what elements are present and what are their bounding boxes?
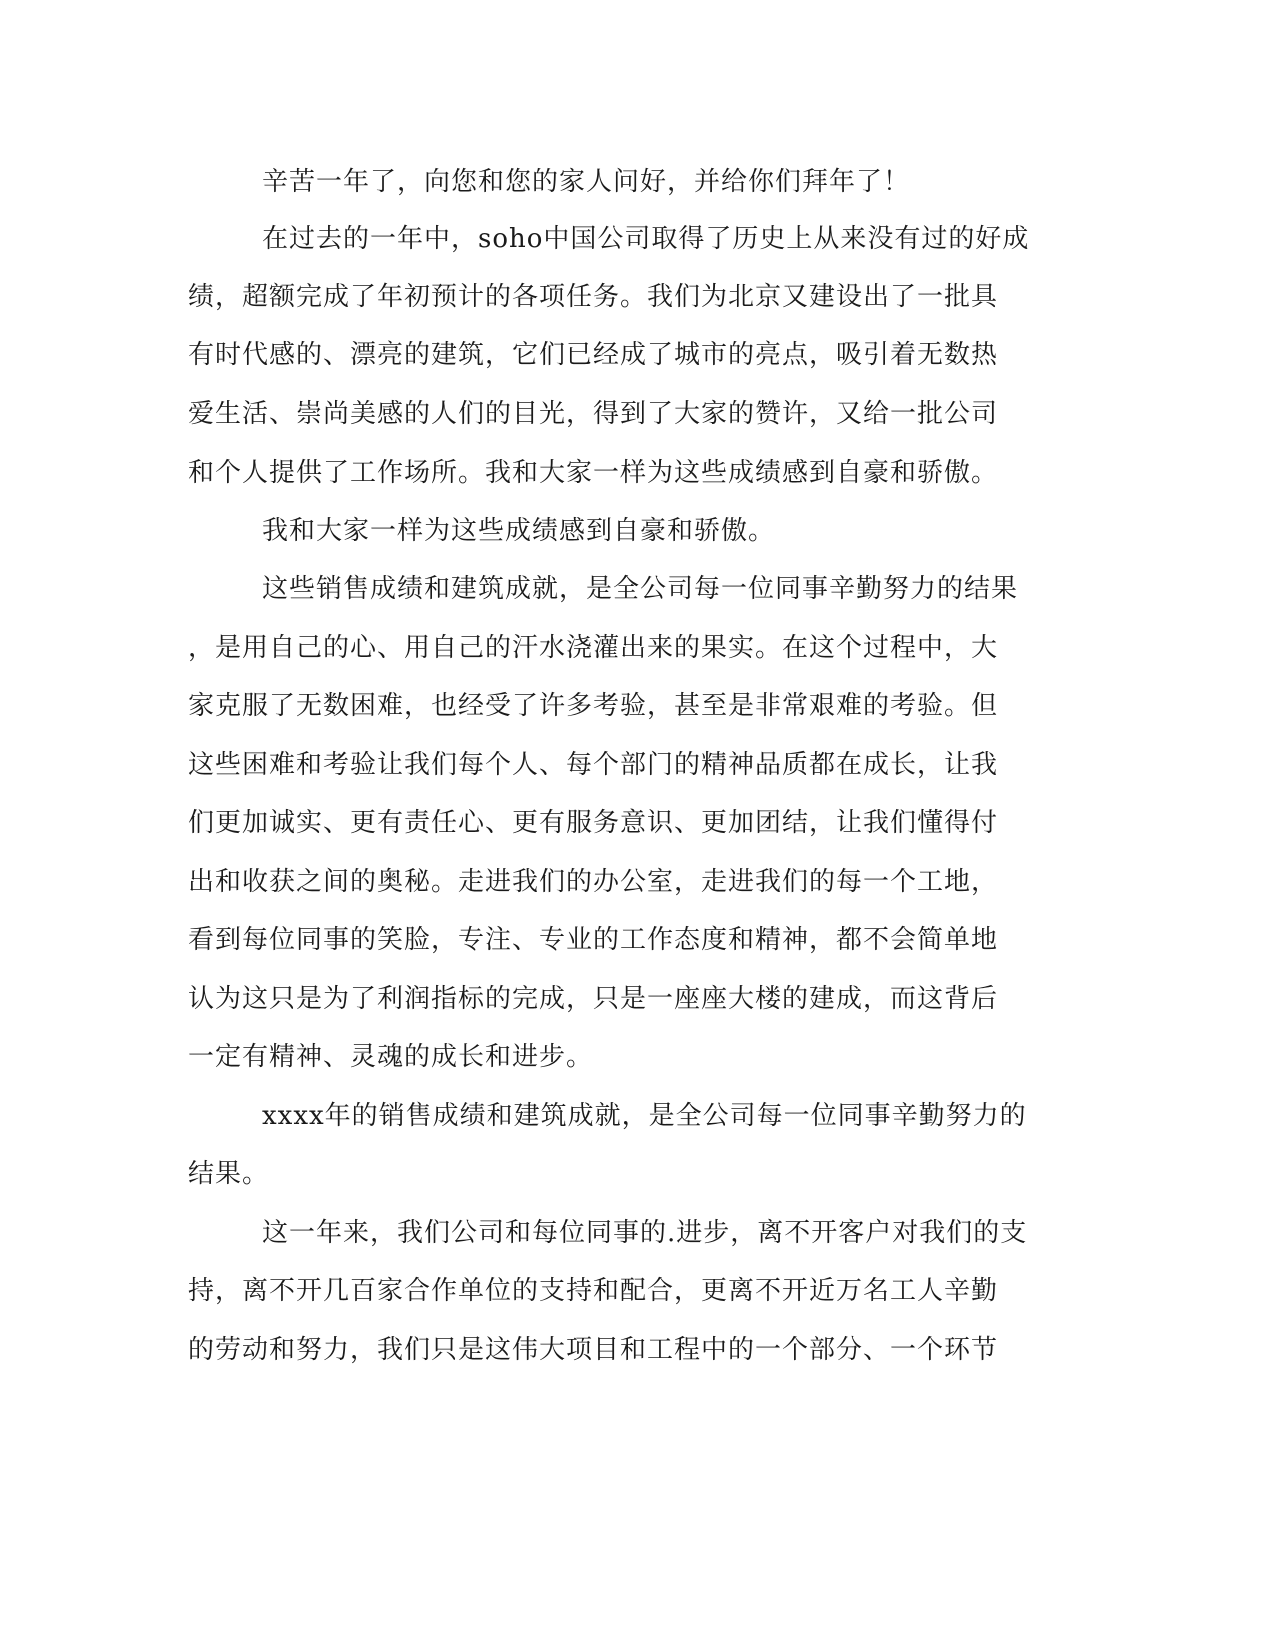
- text-line: 有时代感的、漂亮的建筑，它们已经成了城市的亮点，吸引着无数热: [188, 340, 999, 370]
- text-line: 结果。: [188, 1159, 270, 1189]
- text-line: xxxx年的销售成绩和建筑成就，是全公司每一位同事辛勤努力的: [262, 1101, 1027, 1131]
- text-line: 绩，超额完成了年初预计的各项任务。我们为北京又建设出了一批具: [188, 282, 999, 312]
- text-line: 我和大家一样为这些成绩感到自豪和骄傲。: [262, 516, 776, 546]
- text-line: 看到每位同事的笑脸，专注、专业的工作态度和精神，都不会简单地: [188, 925, 999, 955]
- text-line: 这些困难和考验让我们每个人、每个部门的精神品质都在成长，让我: [188, 750, 999, 780]
- text-line: ，是用自己的心、用自己的汗水浇灌出来的果实。在这个过程中，大: [188, 633, 999, 663]
- text-line: 爱生活、崇尚美感的人们的目光，得到了大家的赞许，又给一批公司: [188, 399, 999, 429]
- text-line: 辛苦一年了，向您和您的家人问好，并给你们拜年了！: [262, 167, 911, 197]
- text-line: 在过去的一年中，soho中国公司取得了历史上从来没有过的好成: [262, 224, 1030, 254]
- text-line: 的劳动和努力，我们只是这伟大项目和工程中的一个部分、一个环节: [188, 1335, 999, 1365]
- text-line: 这一年来，我们公司和每位同事的.进步，离不开客户对我们的支: [262, 1218, 1028, 1248]
- text-line: 出和收获之间的奥秘。走进我们的办公室，走进我们的每一个工地，: [188, 867, 999, 897]
- text-line: 这些销售成绩和建筑成就，是全公司每一位同事辛勤努力的结果: [262, 574, 1019, 604]
- text-line: 家克服了无数困难，也经受了许多考验，甚至是非常艰难的考验。但: [188, 691, 999, 721]
- text-line: 认为这只是为了利润指标的完成，只是一座座大楼的建成，而这背后: [188, 984, 999, 1014]
- text-line: 和个人提供了工作场所。我和大家一样为这些成绩感到自豪和骄傲。: [188, 458, 999, 488]
- text-line: 持，离不开几百家合作单位的支持和配合，更离不开近万名工人辛勤: [188, 1276, 999, 1306]
- text-line: 们更加诚实、更有责任心、更有服务意识、更加团结，让我们懂得付: [188, 808, 999, 838]
- text-line: 一定有精神、灵魂的成长和进步。: [188, 1042, 594, 1072]
